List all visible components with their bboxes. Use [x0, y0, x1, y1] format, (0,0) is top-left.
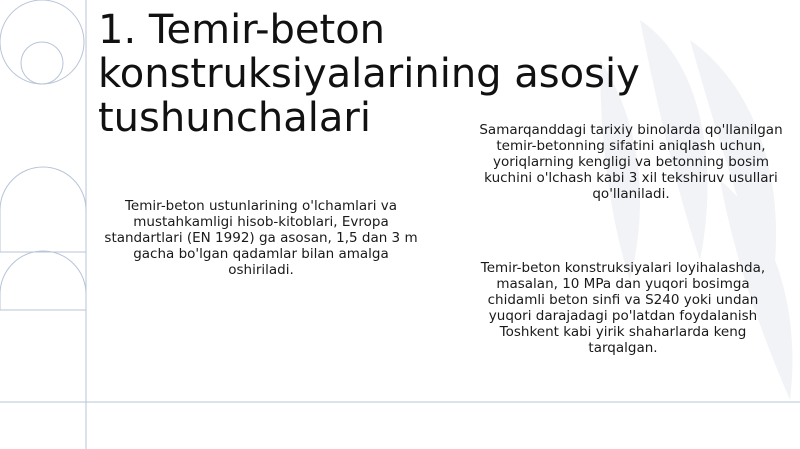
paragraph-right-top: Samarqanddagi tarixiy binolarda qo'llanilgan temir-betonning sifatini aniqlash uchun, yoriqlarning kengligi va betonning bosim kuchini o'lchash kabi 3 xil tekshiruv usullari qo'llaniladi.	[479, 122, 783, 202]
arch-ornament	[0, 167, 86, 310]
paragraph-right-bottom: Temir-beton konstruksiyalari loyihalashda, masalan, 10 MPa dan yuqori bosimga chidamli beton sinfi va S240 yoki undan yuqori darajadagi po'latdan foydalanish Toshkent kabi yirik shaharlarda keng tarqalgan.	[480, 260, 766, 356]
slide-title: 1. Temir-beton konstruksiyalarining asosiy tushunchalari	[98, 7, 640, 141]
paragraph-left: Temir-beton ustunlarining o'lchamlari va mustahkamligi hisob-kitoblari, Evropa standartlari (EN 1992) ga asosan, 1,5 dan 3 m gacha bo'lgan qadamlar bilan amalga oshiriladi.	[104, 198, 418, 278]
circle-ornament	[0, 0, 84, 84]
